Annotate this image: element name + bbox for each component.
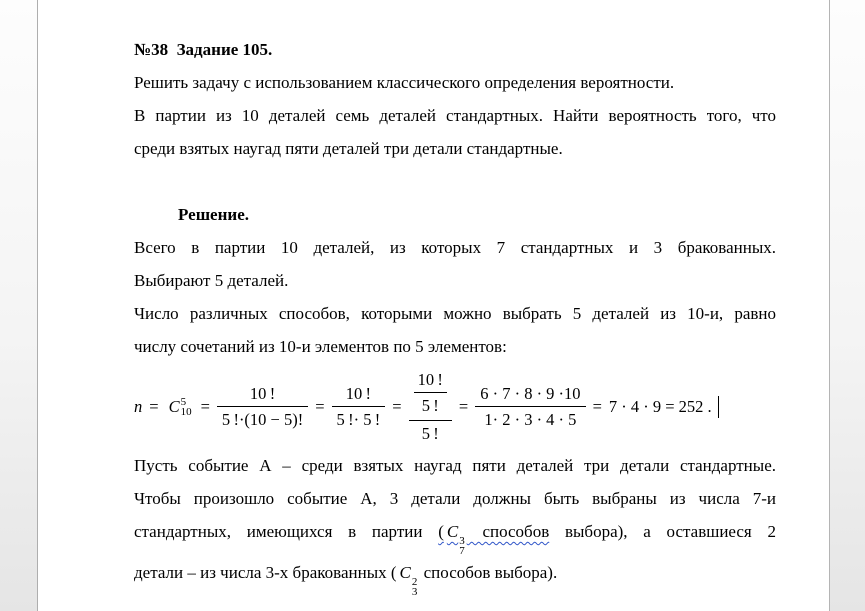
fraction-3-nested	[409, 369, 452, 444]
open-paren: (	[438, 522, 444, 541]
numerator: 10 !	[217, 383, 308, 407]
equals-sign: =	[315, 397, 325, 416]
denominator: 5 !	[421, 424, 439, 443]
text-segment: стандартных, имеющихся в партии	[134, 522, 439, 541]
text-line[interactable]: Чтобы произошло событие А, 3 детали должны быть выбраны из числа 7-и	[134, 489, 776, 508]
text-line[interactable]	[134, 556, 776, 597]
numerator	[409, 369, 452, 421]
text-line[interactable]	[134, 515, 776, 556]
combination-indices	[459, 536, 465, 556]
superscript: 3	[459, 535, 465, 547]
formula-result: 7 · 4 · 9 = 252 .	[608, 397, 712, 416]
text-cursor	[718, 396, 719, 418]
text-line[interactable]: Число различных способов, которыми можно выбрать 5 деталей из 10-и, равно	[134, 304, 776, 323]
equals-sign: =	[458, 397, 469, 416]
denominator: 1· 2 · 3 · 4 · 5	[484, 410, 577, 429]
solution-heading[interactable]: Решение.	[178, 205, 249, 224]
document-content	[134, 0, 776, 597]
text-segment: способов выбора).	[419, 563, 558, 582]
denominator: 5 !·(10 − 5)!	[221, 410, 304, 429]
text-segment: способов	[466, 522, 550, 541]
combination-indices	[181, 397, 192, 417]
numerator: 10 !	[332, 383, 386, 407]
numerator: 6 · 7 · 8 · 9 ·10	[475, 383, 585, 407]
inner-denominator: 5 !	[421, 396, 439, 415]
fraction-4	[475, 383, 585, 430]
equals-sign: =	[392, 397, 402, 416]
denominator: 5 !· 5 !	[336, 410, 381, 429]
text-segment: детали – из числа 3-х бракованных (	[134, 563, 397, 582]
text-line[interactable]: числу сочетаний из 10-и элементов по 5 элементов:	[134, 337, 507, 356]
combination-symbol: C	[399, 563, 411, 582]
document-page[interactable]	[37, 0, 830, 611]
text-line[interactable]: В партии из 10 деталей семь деталей стандартных. Найти вероятность того, что	[134, 106, 776, 125]
combination-symbol: C	[446, 522, 459, 541]
equals-sign: =	[592, 397, 602, 416]
text-line[interactable]: Пусть событие А – среди взятых наугад пяти деталей три детали стандартные.	[134, 456, 776, 475]
text-line[interactable]: среди взятых наугад пяти деталей три детали стандартные.	[134, 139, 563, 158]
inner-fraction	[414, 369, 447, 416]
equals-sign: =	[149, 397, 159, 416]
inner-numerator: 10 !	[414, 369, 447, 393]
blank-line	[134, 165, 776, 198]
superscript: 5	[180, 395, 187, 408]
subscript: 7	[459, 545, 465, 557]
subscript: 3	[411, 586, 418, 598]
subscript: 10	[180, 405, 192, 418]
combination-indices	[412, 577, 418, 597]
combinations-formula[interactable]	[134, 369, 776, 444]
equals-sign: =	[200, 397, 210, 416]
formula-variable: n	[134, 397, 143, 416]
fraction-2	[332, 383, 386, 430]
text-line[interactable]: Решить задачу с использованием классического определения вероятности.	[134, 73, 675, 92]
combination-symbol: C	[168, 397, 180, 416]
text-segment: выбора), а оставшиеся 2	[549, 522, 776, 541]
text-line[interactable]: Всего в партии 10 деталей, из которых 7 стандартных и 3 бракованных.	[134, 238, 776, 257]
text-line[interactable]: Выбирают 5 деталей.	[134, 271, 289, 290]
superscript: 2	[411, 576, 418, 588]
fraction-1	[217, 383, 308, 430]
grammar-underlined-segment	[438, 522, 550, 557]
task-title[interactable]: №38 Задание 105.	[134, 40, 273, 59]
